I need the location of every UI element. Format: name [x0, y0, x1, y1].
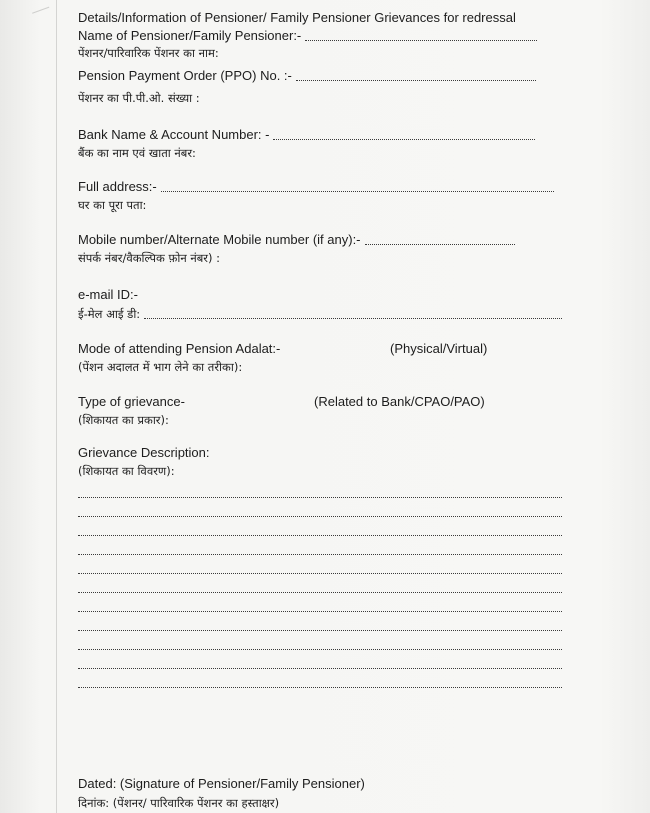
description-line[interactable]: [78, 610, 562, 612]
description-line[interactable]: [78, 572, 562, 574]
mode-label-hi: (पेंशन अदालत में भाग लेने का तरीका):: [78, 360, 243, 374]
name-label-hi: पेंशनर/पारिवारिक पेंशनर का नाम:: [78, 46, 219, 60]
description-line[interactable]: [78, 686, 562, 688]
name-field[interactable]: [78, 28, 537, 44]
desc-label-en: Grievance Description:: [78, 445, 210, 460]
description-line[interactable]: [78, 534, 562, 536]
bank-fill-line: [273, 138, 535, 140]
ppo-label-en: Pension Payment Order (PPO) No. :-: [78, 68, 292, 83]
corner-mark: [29, 0, 50, 14]
type-options: (Related to Bank/CPAO/PAO): [314, 394, 485, 409]
bank-label-hi: बैंक का नाम एवं खाता नंबर:: [78, 146, 196, 160]
name-fill-line: [305, 39, 537, 41]
name-label-en: Name of Pensioner/Family Pensioner:-: [78, 28, 302, 43]
email-label-hi: ई-मेल आई डी:: [78, 307, 141, 321]
description-line[interactable]: [78, 591, 562, 593]
mobile-field[interactable]: [78, 232, 515, 248]
email-fill-line: [144, 317, 562, 319]
bank-field[interactable]: [78, 127, 535, 143]
mobile-label-hi: संपर्क नंबर/वैकल्पिक फ़ोन नंबर) :: [78, 251, 221, 265]
email-label-en: e-mail ID:-: [78, 287, 138, 302]
desc-label-hi: (शिकायत का विवरण):: [78, 464, 175, 478]
ppo-field[interactable]: [78, 68, 536, 84]
margin-line: [56, 0, 57, 813]
email-field[interactable]: [78, 306, 562, 322]
type-label-hi: (शिकायत का प्रकार):: [78, 413, 169, 427]
mode-options: (Physical/Virtual): [390, 341, 488, 356]
ppo-label-hi: पेंशनर का पी.पी.ओ. संख्या :: [78, 91, 200, 105]
description-line[interactable]: [78, 629, 562, 631]
ppo-fill-line: [296, 79, 536, 81]
address-field[interactable]: [78, 179, 554, 195]
mobile-fill-line: [365, 243, 515, 245]
description-line[interactable]: [78, 553, 562, 555]
form-title: Details/Information of Pensioner/ Family Pensioner Grievances for redressal: [78, 10, 516, 25]
description-line[interactable]: [78, 515, 562, 517]
description-line[interactable]: [78, 667, 562, 669]
address-label-en: Full address:-: [78, 179, 157, 194]
description-line[interactable]: [78, 496, 562, 498]
address-label-hi: घर का पूरा पता:: [78, 198, 147, 212]
dated-label-hi: दिनांक: (पेंशनर/ पारिवारिक पेंशनर का हस्ताक्षर): [78, 796, 280, 810]
type-label-en: Type of grievance-: [78, 394, 185, 409]
bank-label-en: Bank Name & Account Number: -: [78, 127, 270, 142]
description-line[interactable]: [78, 648, 562, 650]
mode-label-en: Mode of attending Pension Adalat:-: [78, 341, 281, 356]
dated-label-en: Dated: (Signature of Pensioner/Family Pensioner): [78, 776, 365, 791]
address-fill-line: [161, 190, 554, 192]
mobile-label-en: Mobile number/Alternate Mobile number (if any):-: [78, 232, 361, 247]
